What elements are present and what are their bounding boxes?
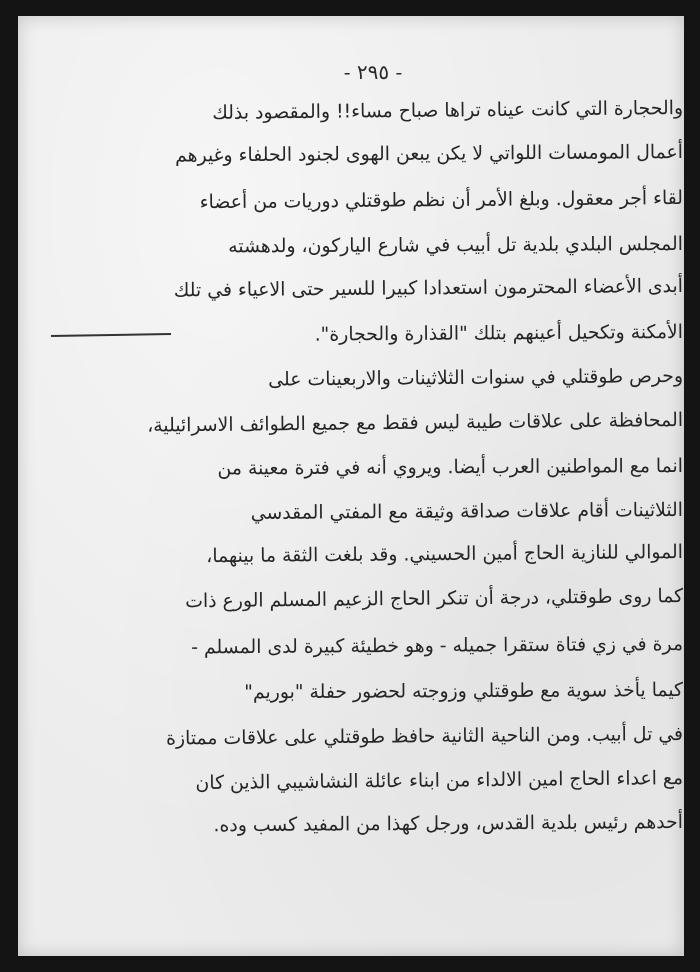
text-line: كما روى طوقتلي، درجة أن تنكر الحاج الزعيم المسلم الورع ذات — [185, 585, 684, 613]
text-line: المجلس البلدي بلدية تل أبيب في شارع الياركون، ولدهشته — [228, 233, 684, 258]
text-line: في تل أبيب. ومن الناحية الثانية حافظ طوقتلي على علاقات ممتازة — [165, 723, 684, 750]
text-line: أعمال المومسات اللواتي لا يكن يبعن الهوى لجنود الحلفاء وغيرهم — [174, 141, 684, 167]
text-line: المحافظة على علاقات طيبة ليس فقط مع جميع الطوائف الاسرائيلية، — [147, 409, 684, 437]
page-number: - ٢٩٥ - — [343, 60, 403, 84]
text-line: كيما يأخذ سوية مع طوقتلي وزوجته لحضور حفلة "بوريم" — [244, 679, 684, 704]
text-line: الثلاثينات أقام علاقات صداقة وثيقة مع المفتي المقدسي — [250, 499, 684, 525]
text-line: مرة في زي فتاة ستقرا جميله - وهو خطيئة كبيرة لدى المسلم - — [191, 633, 684, 659]
text-line: وحرص طوقتلي في سنوات الثلاثينات والاربعينات على — [268, 365, 684, 391]
text-line: لقاء أجر معقول. وبلغ الأمر أن نظم طوقتلي دوريات من أعضاء — [199, 187, 684, 214]
text-line: مع اعداء الحاج امين الالداء من ابناء عائلة النشاشيبي الذين كان — [195, 767, 684, 795]
text-line: أبدى الأعضاء المحترمون استعدادا كبيرا للسير حتى الاعياء في تلك — [173, 275, 684, 302]
text-line: أحدهم رئيس بلدية القدس، ورجل كهذا من المفيد كسب وده. — [213, 811, 684, 837]
text-line: والحجارة التي كانت عيناه تراها صباح مساء!! والمقصود بذلك — [212, 97, 684, 124]
text-line: الموالي للنازية الحاج أمين الحسيني. وقد بلغت الثقة ما بينهما، — [206, 541, 684, 568]
text-line: الأمكنة وتكحيل أعينهم بتلك "القذارة والحجارة". — [314, 321, 684, 346]
document-page — [18, 16, 684, 956]
text-line: انما مع المواطنين العرب أيضا. ويروي أنه في فترة معينة من — [217, 455, 684, 480]
